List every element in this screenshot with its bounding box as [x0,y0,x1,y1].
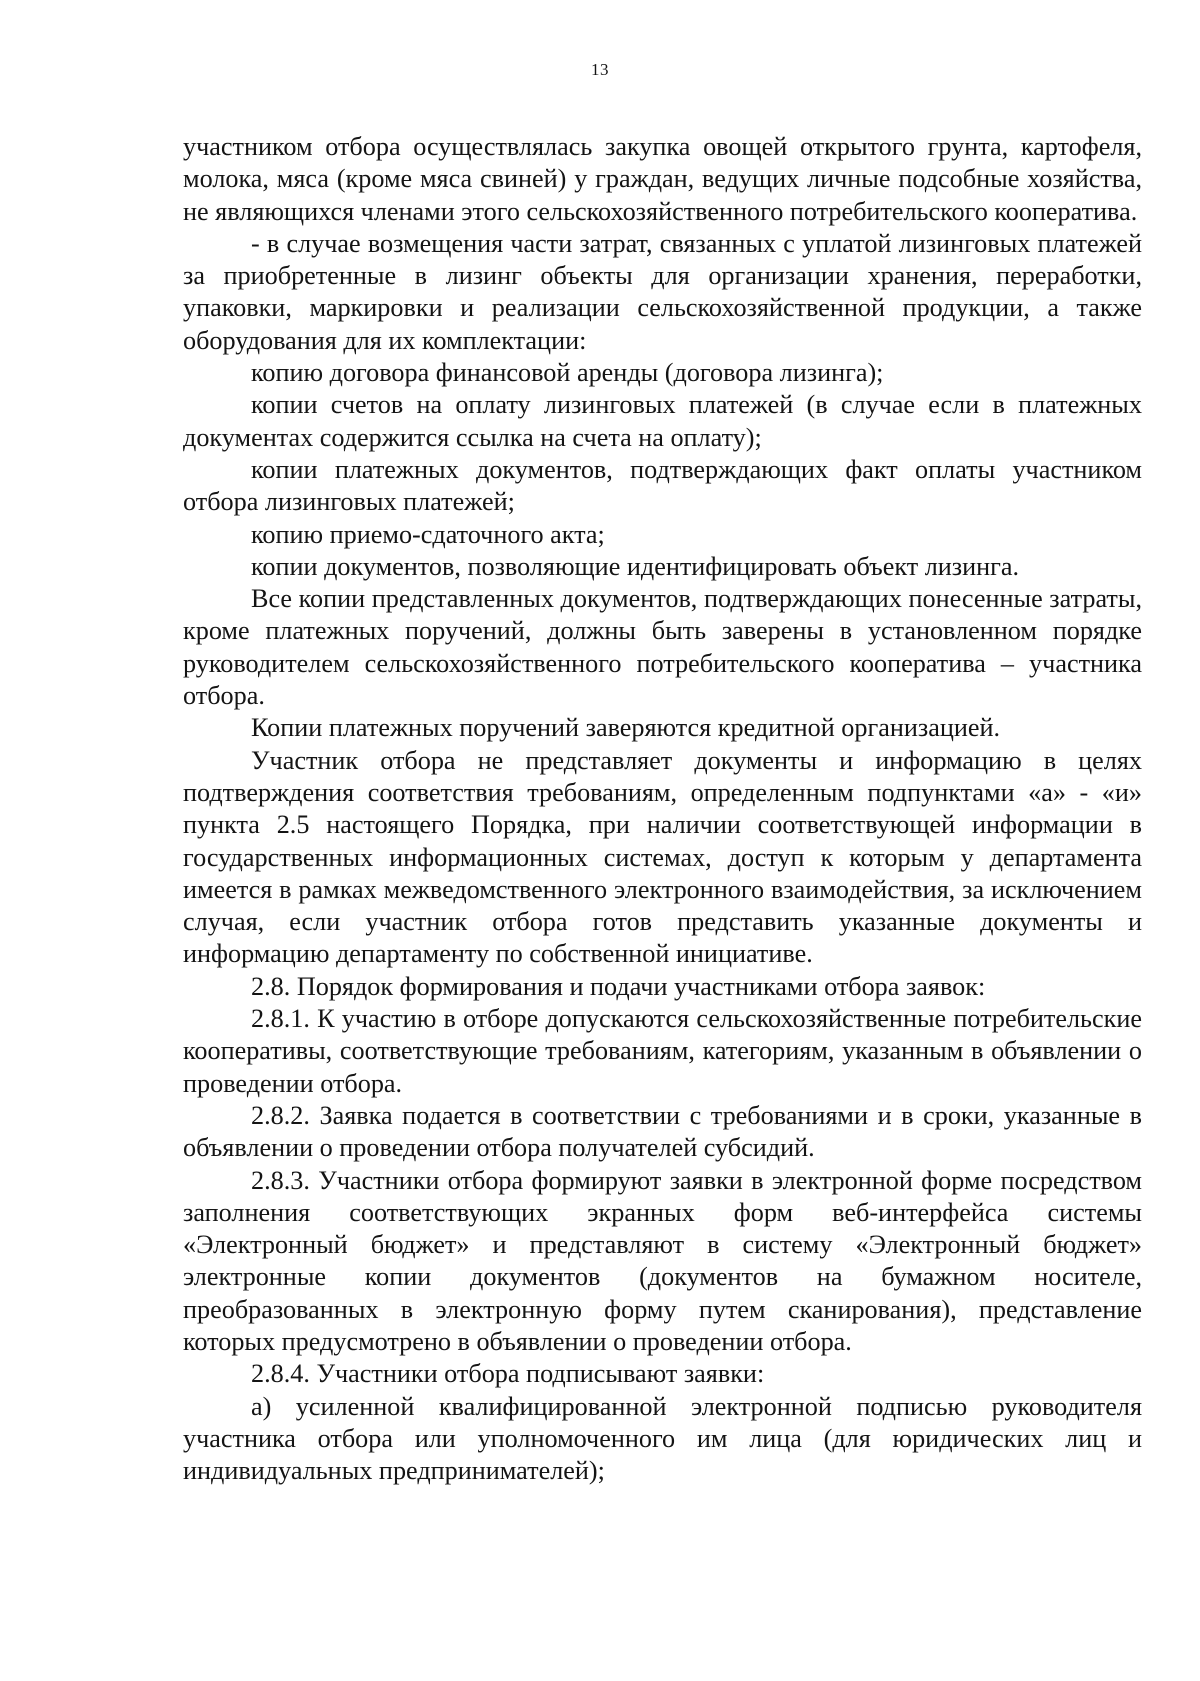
paragraph-section-2-8: 2.8. Порядок формирования и подачи участниками отбора заявок: [251,971,986,1001]
paragraph-lease-invoices-copy: копии счетов на оплату лизинговых платежей (в случае если в платежных документах содержится ссылка на счета на оплату); [183,390,1142,452]
paragraph-payment-docs-copy: копии платежных документов, подтверждающих факт оплаты участником отбора лизинговых платежей; [183,454,1142,517]
paragraph-section-2-8-1: 2.8.1. К участию в отборе допускаются сельскохозяйственные потребительские кооперативы, соответствующие требованиям, категориям, указанным в объявлении о проведении отбора. [183,1004,1142,1098]
paragraph-payment-orders-certification: Копии платежных поручений заверяются кредитной организацией. [251,713,1001,743]
paragraph-section-2-8-3: 2.8.3. Участники отбора формируют заявки в электронной форме посредством заполнения соответствующих экранных форм веб-интерфейса системы «Электронный бюджет» и представляют в систему «Электронный бюджет» электронные копии документов (документов на бумажном носителе, преобразованных в электронную форму путем сканирования), представление которых предусмотрено в объявлении о проведении отбора. [183,1165,1142,1356]
document-body [183,131,1142,1487]
paragraph-section-2-8-2: 2.8.2. Заявка подается в соответствии с требованиями и в сроки, указанные в объявлении о проведении отбора получателей субсидий. [183,1100,1142,1163]
paragraph-copies-certification: Все копии представленных документов, подтверждающих понесенные затраты, кроме платежных поручений, должны быть заверены в установленном порядке руководителем сельскохозяйственного потребительского кооператива – участника отбора. [183,584,1142,711]
paragraph-continuation: участником отбора осуществлялась закупка овощей открытого грунта, картофеля, молока, мяса (кроме мяса свиней) у граждан, ведущих личные подсобные хозяйства, не являющихся членами этого сельскохозяйственного потребительского кооператива. [183,132,1142,226]
paragraph-item-a: а) усиленной квалифицированной электронной подписью руководителя участника отбора или уполномоченного им лица (для юридических лиц и индивидуальных предпринимателей); [183,1391,1142,1486]
paragraph-identification-docs-copy: копии документов, позволяющие идентифицировать объект лизинга. [251,551,1020,581]
paragraph-interagency-info: Участник отбора не представляет документы и информацию в целях подтверждения соответствия требованиям, определенным подпунктами «а» - «и» пункта 2.5 настоящего Порядка, при наличии соответствующей информации в государственных информационных системах, доступ к которым у департамента имеется в рамках межведомственного электронного взаимодействия, за исключением случая, если участник отбора готов представить указанные документы и информацию департаменту по собственной инициативе. [183,745,1142,969]
paragraph-leasing-case: - в случае возмещения части затрат, связанных с уплатой лизинговых платежей за приобретенные в лизинг объекты для организации хранения, переработки, упаковки, маркировки и реализации сельскохозяйственной продукции, а также оборудования для их комплектации: [183,228,1142,355]
paragraph-lease-contract-copy: копию договора финансовой аренды (договора лизинга); [251,358,884,388]
paragraph-acceptance-act-copy: копию приемо-сдаточного акта; [251,519,605,549]
paragraph-section-2-8-4: 2.8.4. Участники отбора подписывают заявки: [251,1359,765,1389]
page-number: 13 [591,60,609,79]
